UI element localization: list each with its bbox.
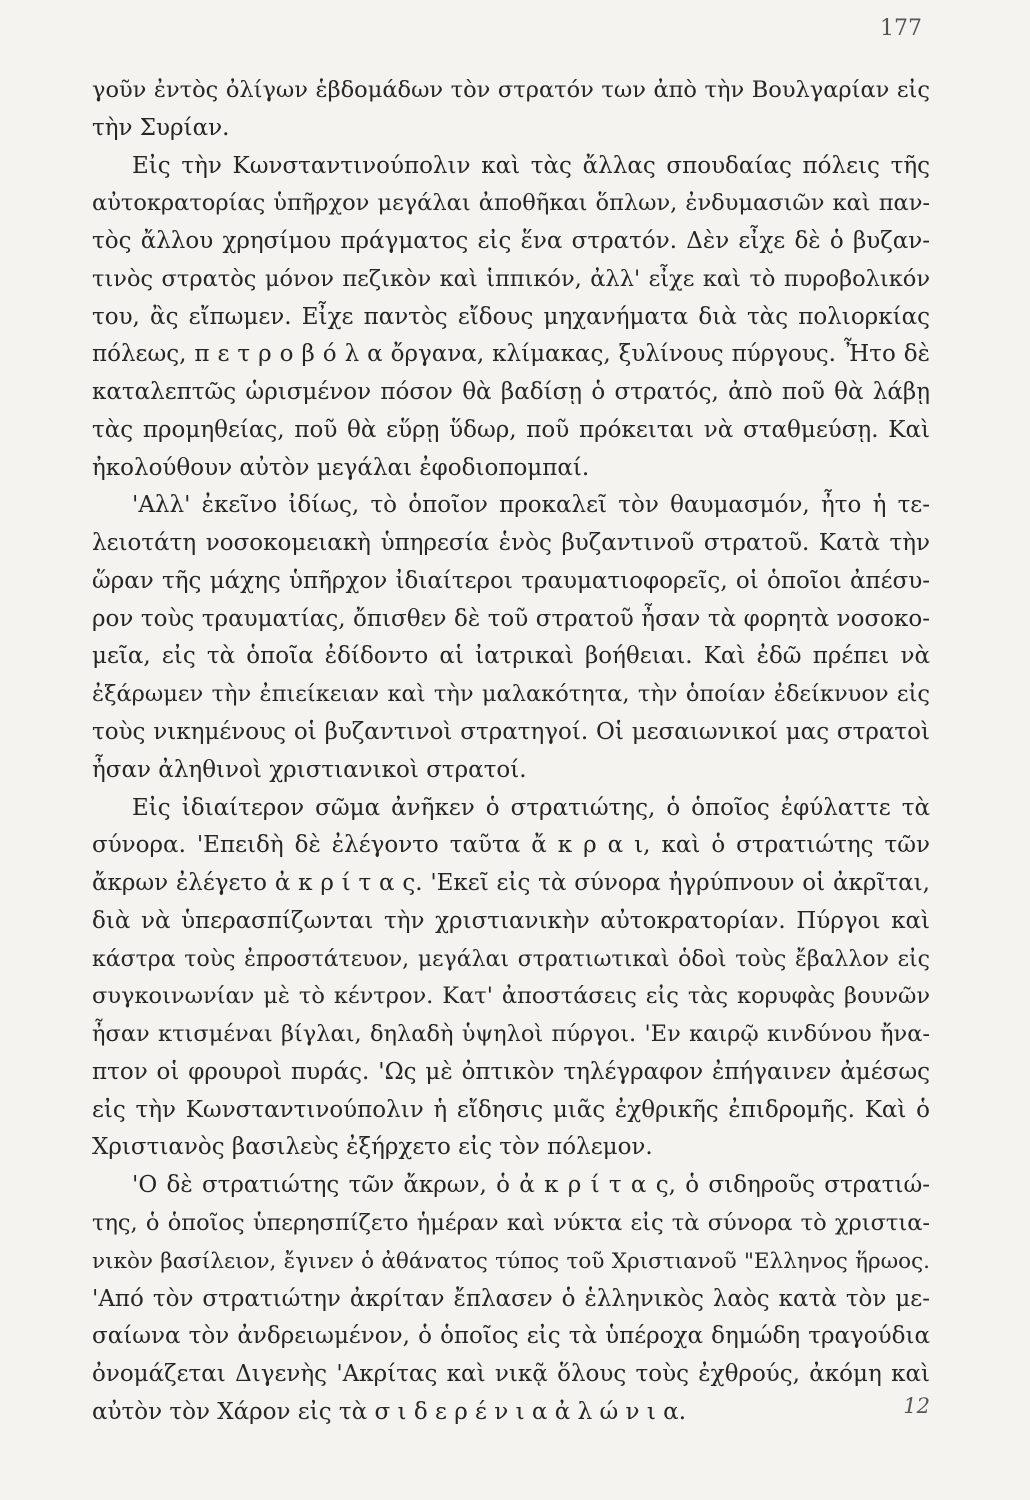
- body-text: [92, 72, 930, 1432]
- text-line: ἦσαν ἀληθινοὶ χριστιανικοὶ στρατοί.: [92, 756, 527, 783]
- text-line: λειοτάτη νοσοκομειακὴ ὑπηρεσία ἑνὸς βυζαντινοῦ στρατοῦ. Κατὰ τὴν: [92, 530, 930, 557]
- text-line: του, ἂς εἴπωμεν. Εἶχε παντὸς εἴδους μηχανήματα διὰ τὰς πολιορκίας: [92, 303, 930, 330]
- text-line: Χριστιανὸς βασιλεὺς ἐξήρχετο εἰς τὸν πόλεμον.: [92, 1134, 653, 1161]
- text-line: εἰς τὴν Κωνσταντινούπολιν ἡ εἴδησις μιᾶς ἐχθρικῆς ἐπιδρομῆς. Καὶ ὁ: [92, 1096, 930, 1123]
- text-line: νικὸν βασίλειον, ἔγινεν ὁ ἀθάνατος τύπος τοῦ Χριστιανοῦ "Ελληνος ἥρωος.: [92, 1248, 930, 1274]
- text-line: γοῦν ἐντὸς ὀλίγων ἑβδομάδων τὸν στρατόν των ἀπὸ τὴν Βουλγαρίαν εἰς: [92, 77, 930, 103]
- text-line: τὴν Συρίαν.: [92, 114, 230, 141]
- signature-mark: 12: [903, 1394, 930, 1418]
- text-line: ὥραν τῆς μάχης ὑπῆρχον ἰδιαίτεροι τραυματιοφορεῖς, οἱ ὁποῖοι ἀπέσυ-: [92, 567, 930, 594]
- text-line: αὐτοκρατορίας ὑπῆρχον μεγάλαι ἀποθῆκαι ὅπλων, ἐνδυμασιῶν καὶ παν-: [92, 190, 930, 217]
- text-line: 'Αλλ' ἐκεῖνο ἰδίως, τὸ ὁποῖον προκαλεῖ τὸν θαυμασμόν, ἦτο ἡ τε-: [132, 492, 930, 519]
- text-line: Εἰς τὴν Κωνσταντινούπολιν καὶ τὰς ἄλλας σπουδαίας πόλεις τῆς: [132, 152, 930, 179]
- text-line: τὸς ἄλλου χρησίμου πράγματος εἰς ἕνα στρατόν. Δὲν εἶχε δὲ ὁ βυζαν-: [92, 228, 930, 255]
- text-line: Εἰς ἰδιαίτερον σῶμα ἀνῆκεν ὁ στρατιώτης, ὁ ὁποῖος ἐφύλαττε τὰ: [132, 794, 930, 821]
- text-line: ἐξάρωμεν τὴν ἐπιείκειαν καὶ τὴν μαλακότητα, τὴν ὁποίαν ἐδείκνυον εἰς: [92, 681, 930, 708]
- text-line: τοὺς νικημένους οἱ βυζαντινοὶ στρατηγοί. Οἱ μεσαιωνικοί μας στρατοὶ: [92, 719, 930, 746]
- text-line: ἠκολούθουν αὐτὸν μεγάλαι ἐφοδιοπομπαί.: [92, 454, 590, 481]
- text-line: κάστρα τοὺς ἐπροστάτευον, μεγάλαι στρατιωτικαὶ ὁδοὶ τοὺς ἔβαλλον εἰς: [92, 946, 930, 972]
- text-line: τὰς προμηθείας, ποῦ θὰ εὕρῃ ὕδωρ, ποῦ πρόκειται νὰ σταθμεύσῃ. Καὶ: [92, 416, 930, 443]
- page-number: 177: [880, 16, 922, 41]
- text-line: συγκοινωνίαν μὲ τὸ κέντρον. Κατ' ἀποστάσεις εἰς τὰς κορυφὰς βουνῶν: [92, 983, 930, 1010]
- text-line: αὐτὸν τὸν Χάρον εἰς τὰ σ ι δ ε ρ έ ν ι α ἀ λ ώ ν ι α.: [92, 1398, 687, 1425]
- text-line: τινὸς στρατὸς μόνον πεζικὸν καὶ ἱππικόν, ἀλλ' εἶχε καὶ τὸ πυροβολικόν: [92, 265, 930, 292]
- text-line: διὰ νὰ ὑπερασπίζωνται τὴν χριστιανικὴν αὐτοκρατορίαν. Πύργοι καὶ: [92, 907, 930, 934]
- text-line: 'Από τὸν στρατιώτην ἀκρίταν ἔπλασεν ὁ ἑλληνικὸς λαὸς κατὰ τὸν με-: [92, 1285, 930, 1312]
- text-line: ὀνομάζεται Διγενὴς 'Ακρίτας καὶ νικᾷ ὅλους τοὺς ἐχθρούς, ἀκόμη καὶ: [92, 1361, 930, 1388]
- text-line: της, ὁ ὁποῖος ὑπερησπίζετο ἡμέραν καὶ νύκτα εἰς τὰ σύνορα τὸ χριστια-: [92, 1209, 930, 1236]
- text-line: πτον οἱ φρουροὶ πυράς. 'Ως μὲ ὀπτικὸν τηλέγραφον ἐπήγαινεν ἀμέσως: [92, 1058, 930, 1085]
- text-line: σύνορα. 'Επειδὴ δὲ ἐλέγοντο ταῦτα ἄ κ ρ α ι, καὶ ὁ στρατιώτης τῶν: [92, 832, 930, 859]
- text-line: ἄκρων ἐλέγετο ἀ κ ρ ί τ α ς. 'Εκεῖ εἰς τὰ σύνορα ἠγρύπνουν οἱ ἀκρῖται,: [92, 870, 930, 897]
- text-line: 'Ο δὲ στρατιώτης τῶν ἄκρων, ὁ ἀ κ ρ ί τ α ς, ὁ σιδηροῦς στρατιώ-: [132, 1172, 930, 1199]
- text-line: ἦσαν κτισμέναι βίγλαι, δηλαδὴ ὑψηλοὶ πύργοι. 'Εν καιρῷ κινδύνου ἤνα-: [92, 1021, 930, 1048]
- text-line: ρον τοὺς τραυματίας, ὄπισθεν δὲ τοῦ στρατοῦ ἦσαν τὰ φορητὰ νοσοκο-: [92, 605, 930, 632]
- text-line: μεῖα, εἰς τὰ ὁποῖα ἐδίδοντο αἱ ἰατρικαὶ βοήθειαι. Καὶ ἐδῶ πρέπει νὰ: [92, 643, 930, 670]
- text-line: πόλεως, π ε τ ρ ο β ό λ α ὄργανα, κλίμακας, ξυλίνους πύργους. Ἦτο δὲ: [92, 341, 930, 368]
- text-line: σαίωνα τὸν ἀνδρειωμένον, ὁ ὁποῖος εἰς τὰ ὑπέροχα δημώδη τραγούδια: [92, 1323, 930, 1350]
- text-line: καταλεπτῶς ὡρισμένον πόσον θὰ βαδίσῃ ὁ στρατός, ἀπὸ ποῦ θὰ λάβῃ: [92, 379, 930, 406]
